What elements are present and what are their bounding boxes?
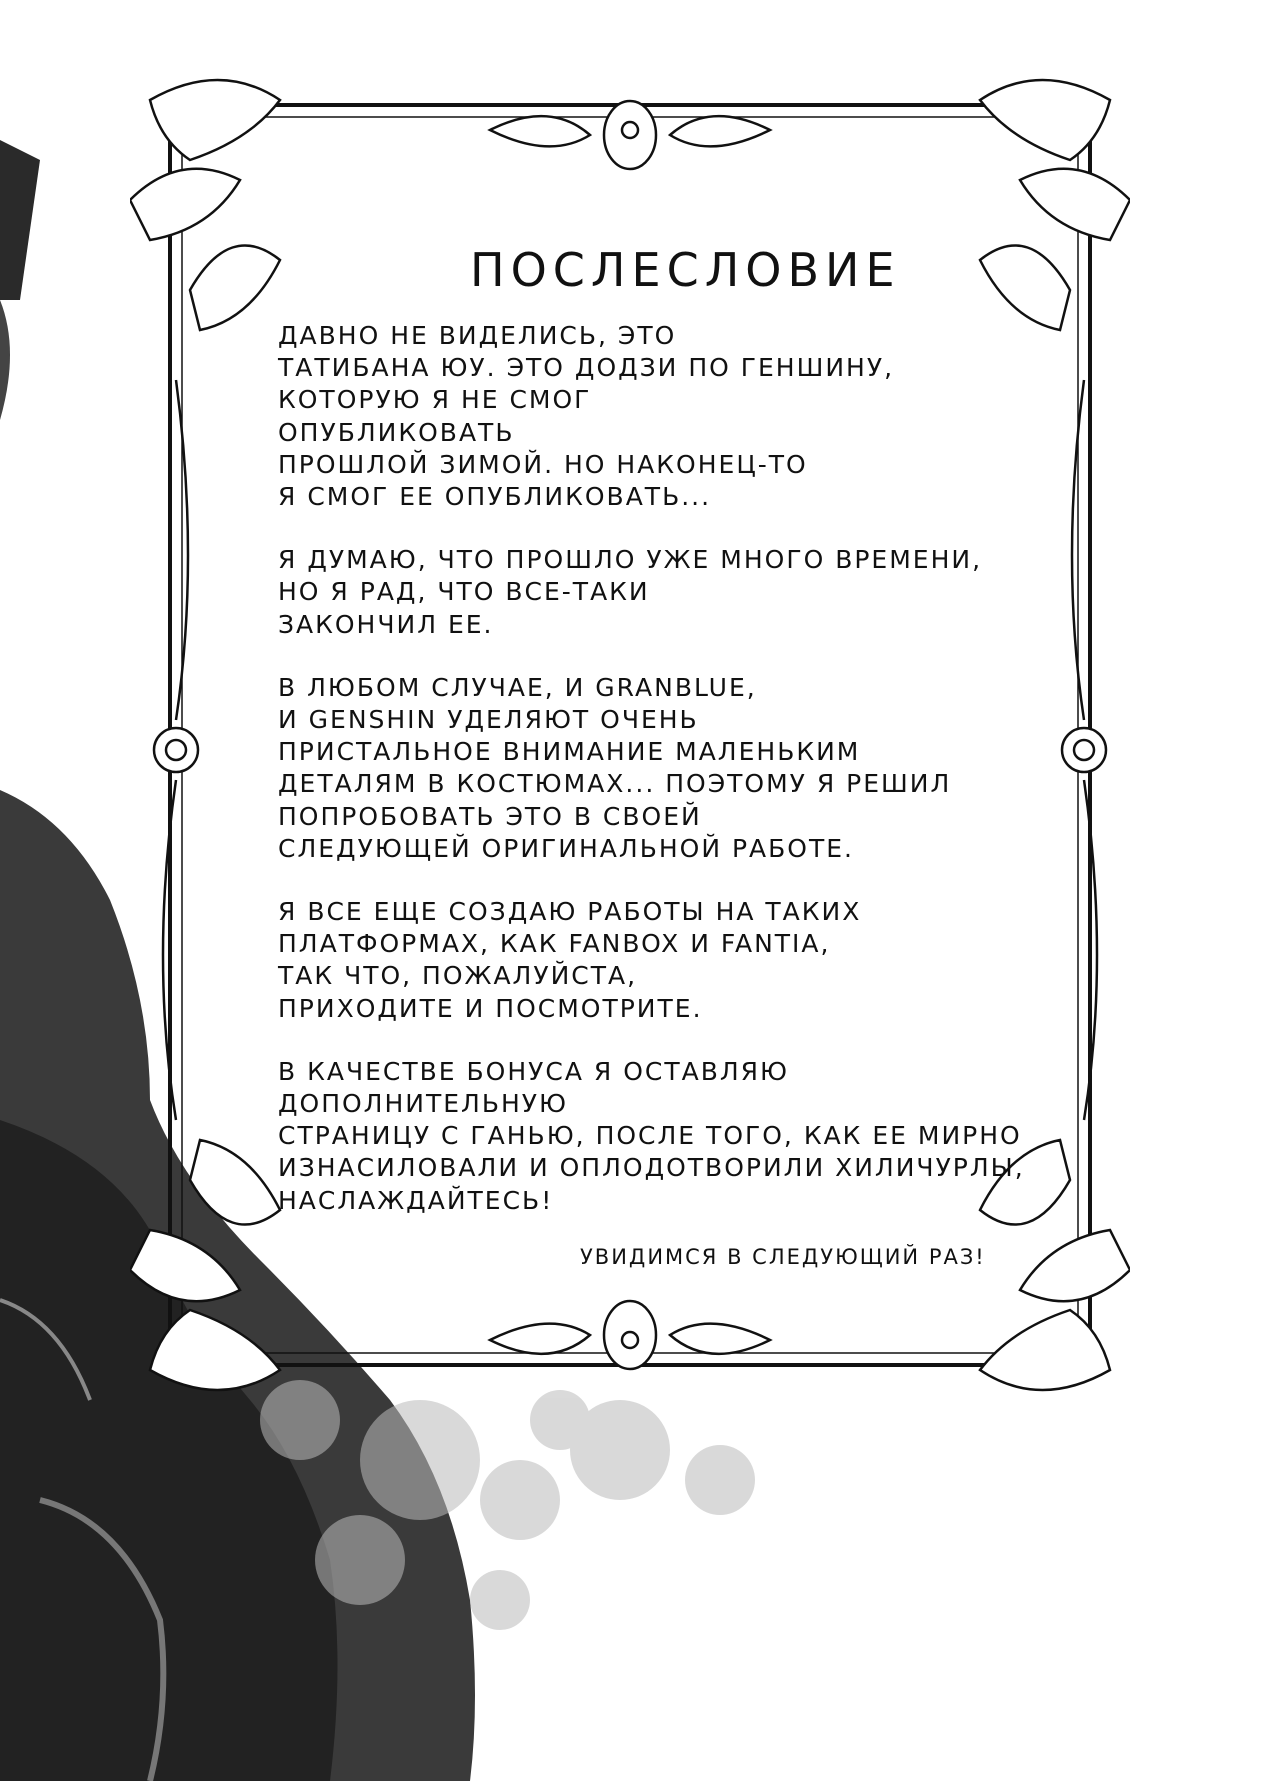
page-title: ПОСЛЕСЛОВИЕ bbox=[470, 243, 901, 297]
text-line: Я ВСЕ ЕЩЕ СОЗДАЮ РАБОТЫ НА ТАКИХ bbox=[278, 897, 862, 927]
text-line: СТРАНИЦУ С ГАНЬЮ, ПОСЛЕ ТОГО, КАК ЕЕ МИРНО bbox=[278, 1121, 1022, 1151]
text-line: ИЗНАСИЛОВАЛИ И ОПЛОДОТВОРИЛИ ХИЛИЧУРЛЫ, bbox=[278, 1153, 1025, 1183]
text-line: В КАЧЕСТВЕ БОНУСА Я ОСТАВЛЯЮ bbox=[278, 1056, 790, 1086]
text-line: ДЕТАЛЯМ В КОСТЮМАХ... ПОЭТОМУ Я РЕШИЛ bbox=[278, 769, 952, 799]
paragraph-5 bbox=[278, 1056, 1098, 1217]
text-line: ДАВНО НЕ ВИДЕЛИСЬ, ЭТО bbox=[278, 321, 677, 350]
paragraph-1 bbox=[278, 320, 1098, 513]
text-line: Я ДУМАЮ, ЧТО ПРОШЛО УЖЕ МНОГО ВРЕМЕНИ, bbox=[278, 545, 983, 575]
paragraph-2 bbox=[278, 544, 1098, 641]
text-line: НАСЛАЖДАЙТЕСЬ! bbox=[278, 1185, 554, 1215]
text-line: ПРОШЛОЙ ЗИМОЙ. НО НАКОНЕЦ-ТО bbox=[278, 449, 808, 479]
text-line: НО Я РАД, ЧТО ВСЕ-ТАКИ bbox=[278, 577, 650, 607]
text-line: ТАК ЧТО, ПОЖАЛУЙСТА, bbox=[278, 961, 638, 991]
text-line: КОТОРУЮ Я НЕ СМОГ bbox=[278, 385, 592, 415]
text-line: Я СМОГ ЕЕ ОПУБЛИКОВАТЬ... bbox=[278, 482, 712, 512]
text-line: СЛЕДУЮЩЕЙ ОРИГИНАЛЬНОЙ РАБОТЕ. bbox=[278, 833, 854, 863]
text-line: В ЛЮБОМ СЛУЧАЕ, И GRANBLUE, bbox=[278, 672, 757, 702]
text-line: ПРИСТАЛЬНОЕ ВНИМАНИЕ МАЛЕНЬКИМ bbox=[278, 737, 861, 767]
afterword-text-block bbox=[278, 240, 1098, 1248]
text-line: ПЛАТФОРМАХ, КАК FANBOX И FANTIA, bbox=[278, 929, 831, 959]
text-line: ТАТИБАНА ЮУ. ЭТО ДОДЗИ ПО ГЕНШИНУ, bbox=[278, 353, 895, 383]
signoff-text: УВИДИМСЯ В СЛЕДУЮЩИЙ РАЗ! bbox=[580, 1245, 986, 1269]
bottom-center-medallion bbox=[490, 1301, 770, 1369]
corner-leaf-bottom-left bbox=[130, 1140, 280, 1390]
text-line: ПОПРОБОВАТЬ ЭТО В СВОЕЙ bbox=[278, 801, 702, 831]
hair-strand-top-left bbox=[0, 140, 40, 420]
top-center-medallion bbox=[490, 101, 770, 169]
text-line: ПРИХОДИТЕ И ПОСМОТРИТЕ. bbox=[278, 993, 703, 1023]
corner-leaf-top-left bbox=[130, 80, 280, 330]
side-medallion-left bbox=[154, 380, 198, 1120]
text-line: ЗАКОНЧИЛ ЕЕ. bbox=[278, 609, 494, 639]
text-line: И GENSHIN УДЕЛЯЮТ ОЧЕНЬ bbox=[278, 705, 699, 735]
text-line: ДОПОЛНИТЕЛЬНУЮ bbox=[278, 1089, 569, 1119]
text-line: ОПУБЛИКОВАТЬ bbox=[278, 417, 515, 447]
paragraph-4 bbox=[278, 896, 1098, 1025]
paragraph-3 bbox=[278, 672, 1098, 865]
